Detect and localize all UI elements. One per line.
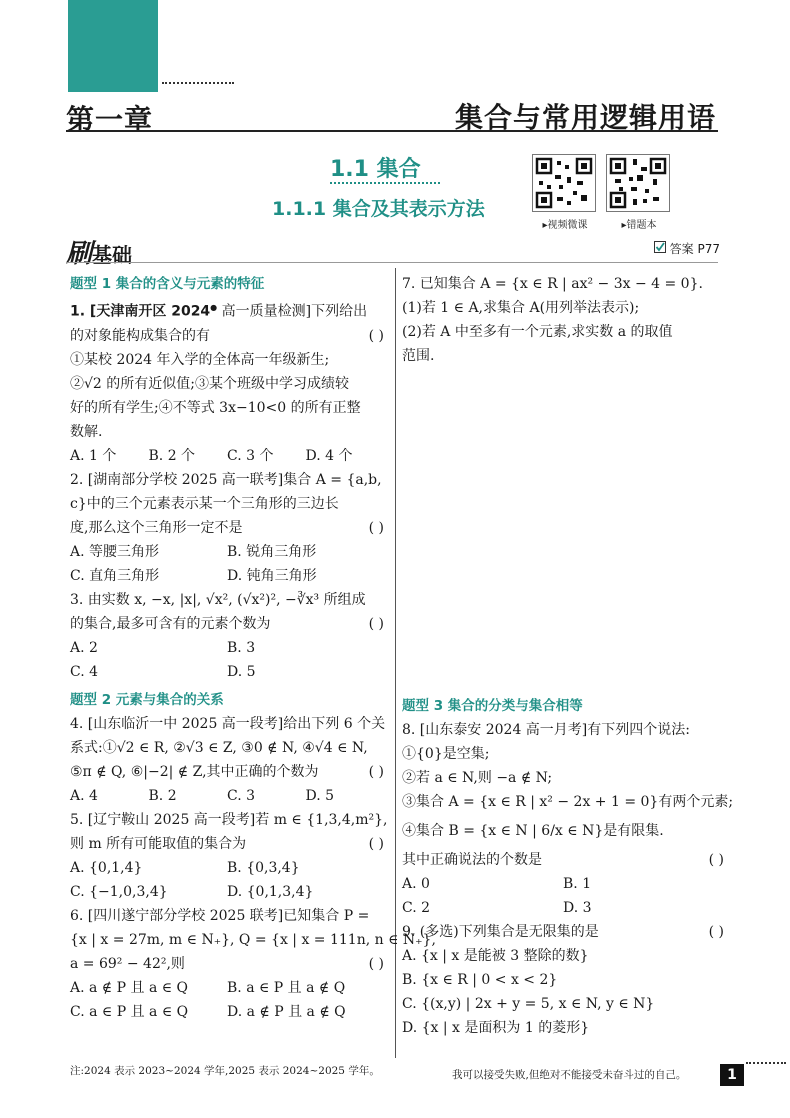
question-4: 4. [山东临沂一中 2025 高一段考]给出下列 6 个关 系式:①√2 ∈ R, ②√3 ∈ Z, ③0 ∉ N, ④√4 ∈ N, ⑤π ∉ Q, ⑥|−2| ∉ Z,其中正确的个数为 ( ) A. 4 B. 2 C. 3 D. 5 — [70, 715, 386, 804]
subsection-title: 1.1.1 集合及其表示方法 — [272, 198, 485, 220]
dotted-divider — [162, 82, 234, 84]
right-column — [402, 272, 724, 368]
topic-heading-3: 题型 3 集合的分类与集合相等 — [402, 698, 583, 714]
footnote: 注:2024 表示 2023~2024 学年,2025 表示 2024~2025 学年。 — [70, 1065, 380, 1077]
brand-basics: 刷基础 — [66, 239, 133, 269]
chapter-title: 集合与常用逻辑用语 — [454, 101, 716, 134]
chapter-tab-block — [68, 0, 158, 92]
topic-heading-2: 题型 2 元素与集合的关系 — [70, 691, 224, 708]
topic-heading-1: 题型 1 集合的含义与元素的特征 — [70, 276, 265, 292]
right-column-lower — [402, 694, 734, 1040]
footnote-marker-icon: ● — [210, 303, 218, 312]
qr-code-icon — [606, 154, 670, 212]
question-8: 8. [山东泰安 2024 高一月考]有下列四个说法: ①{0}是空集; ②若 a ∈ N,则 −a ∉ N; ③集合 A = {x ∈ R | x² − 2x + 1 = 0}有两个元素; ④集合 B = {x ∈ N | 6/x ∈ N}是有限集. 其中正确说法的个数是 ( ) A. 0 B. 1 C. 2 D. 3 — [402, 722, 734, 916]
section-title: 1.1 集合 — [330, 157, 421, 182]
question-1: 1. [天津南开区 2024● 高一质量检测]下列给出 的对象能构成集合的有 ( ) ①某校 2024 年入学的全体高一年级新生; ②√2 的所有近似值;③某个班级中学习成绩较 好的所有学生;④不等式 3x−10<0 的所有正整 数解. A. 1 个 B. 2 个 C. 3 个 D. 4 个 — [70, 303, 384, 464]
page-dots — [746, 1062, 786, 1064]
check-icon — [654, 241, 666, 253]
question-9: 9. (多选)下列集合是无限集的是 ( ) A. {x | x 是能被 3 整除的数} B. {x ∈ R | 0 < x < 2} C. {(x,y) | 2x + y = 5, x ∈ N, y ∈ N} D. {x | x 是面积为 1 的菱形} — [402, 924, 724, 1036]
motto: 我可以接受失败,但绝对不能接受未奋斗过的自己。 — [452, 1069, 687, 1081]
question-3: 3. 由实数 x, −x, |x|, √x², (√x²)², −∛x³ 所组成 的集合,最多可含有的元素个数为 ( ) A. 2 B. 3 C. 4 D. 5 — [70, 591, 384, 680]
answer-reference: 答案 P77 — [654, 240, 720, 257]
left-column — [70, 272, 436, 1024]
qr-video-lesson[interactable] — [532, 154, 598, 231]
qr-code-icon — [532, 154, 596, 212]
question-5: 5. [辽宁鞍山 2025 高一段考]若 m ∈ {1,3,4,m²}, 则 m 所有可能取值的集合为 ( ) A. {0,1,4} B. {0,3,4} C. {−1,0,3,4} D. {0,1,3,4} — [70, 811, 388, 900]
qr-mistake-book[interactable] — [606, 154, 672, 231]
chapter-label: 第一章 — [66, 103, 154, 136]
section-underline — [330, 182, 440, 184]
page-number: 1 — [720, 1064, 744, 1086]
chapter-rule — [66, 130, 718, 132]
qr-video-label: ▸视频微课 — [542, 220, 588, 231]
question-6: 6. [四川遂宁部分学校 2025 联考]已知集合 P = {x | x = 27m, m ∈ N₊}, Q = {x | x = 111n, n ∈ N₊}, a = 69² − 42²,则 ( ) A. a ∉ P 且 a ∈ Q B. a ∈ P 且 a ∉ Q C. a ∈ P 且 a ∈ Q D. a ∉ P 且 a ∉ Q — [70, 907, 436, 1020]
qr-mistake-label: ▸错题本 — [621, 220, 657, 231]
question-2: 2. [湖南部分学校 2025 高一联考]集合 A = {a,b, c}中的三个元素表示某一个三角形的三边长 度,那么这个三角形一定不是 ( ) A. 等腰三角形 B. 锐角三角形 C. 直角三角形 D. 钝角三角形 — [70, 471, 384, 584]
question-7: 7. 已知集合 A = {x ∈ R | ax² − 3x − 4 = 0}. (1)若 1 ∈ A,求集合 A(用列举法表示); (2)若 A 中至多有一个元素,求实数 a 的取值 范围. — [402, 276, 703, 364]
brand-rule — [66, 262, 718, 263]
